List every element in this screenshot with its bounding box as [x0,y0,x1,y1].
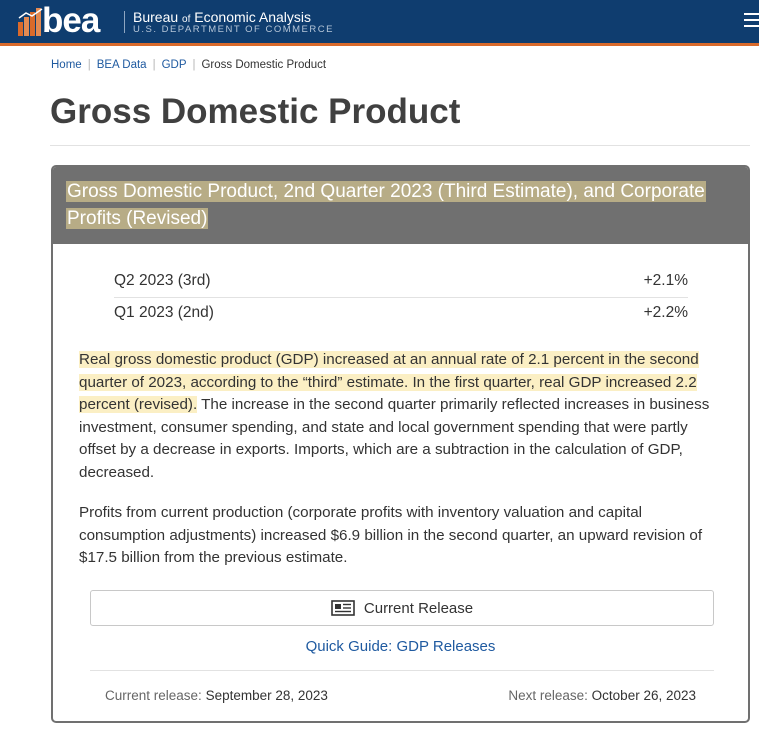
hamburger-menu-icon[interactable] [744,13,759,27]
logo-divider [124,11,125,33]
rate-label: Q1 2023 (2nd) [114,304,214,321]
breadcrumb-bea-data[interactable]: BEA Data [96,59,147,71]
next-release-date [508,687,696,705]
profits-paragraph: Profits from current production (corporate profits with inventory valuation and capital consumption adjustments) increased $6.9 billion in the second quarter, an upward revision of $17.5 billion from the previous estimate. [79,504,703,566]
card-heading [66,178,706,232]
bea-logo-text[interactable]: bea [42,1,100,40]
breadcrumb-gdp[interactable]: GDP [161,59,187,71]
title-divider [50,145,750,146]
gdp-summary-paragraph [79,349,727,484]
breadcrumb-home[interactable]: Home [51,59,82,71]
gdp-release-card [51,165,750,723]
org-name-part2: Economic Analysis [194,9,311,25]
next-release-date-value: October 26, 2023 [591,688,696,703]
rate-value: +2.2% [643,304,688,321]
table-row [114,298,688,330]
bea-logo-icon[interactable] [18,8,44,36]
current-release-button[interactable] [90,590,714,626]
table-row [114,266,688,298]
quick-guide-link[interactable]: Quick Guide: GDP Releases [305,638,496,655]
current-release-date-label: Current release: [105,688,202,703]
org-name-of: of [182,14,191,25]
card-header [53,167,748,244]
highlighted-text: Real gross domestic product (GDP) increased at an annual rate of 2.1 percent in the second quarter of 2023, according to the “third” estimate. In the first quarter, real GDP increased 2.2 percent (revised). [79,351,699,413]
page-title: Gross Domestic Product [50,92,461,131]
department-name: U.S. DEPARTMENT OF COMMERCE [133,24,334,35]
rate-value: +2.1% [643,272,688,289]
growth-rate-table [114,266,688,330]
breadcrumb-separator: | [192,59,196,71]
newspaper-icon [331,600,355,616]
summary-text: The increase in the second quarter primarily reflected increases in business investment, consumer spending, and state and local government spending that were partly offset by a decrease in exports. Imports, which are a subtraction in the calculation of GDP, decreased. [79,396,710,481]
site-header [0,0,759,46]
rate-label: Q2 2023 (3rd) [114,272,211,289]
card-footer-divider [90,670,714,671]
org-name-part1: Bureau [133,9,179,25]
card-heading-text: Gross Domestic Product, 2nd Quarter 2023 (Third Estimate), and Corporate Profits (Revised) [67,181,705,229]
breadcrumb-current: Gross Domestic Product [201,59,327,71]
current-release-label: Current Release [363,599,474,617]
breadcrumb [51,58,326,72]
breadcrumb-separator: | [152,59,156,71]
current-release-date-value: September 28, 2023 [205,688,328,703]
next-release-date-label: Next release: [508,688,588,703]
breadcrumb-separator: | [87,59,91,71]
current-release-date [105,687,328,705]
